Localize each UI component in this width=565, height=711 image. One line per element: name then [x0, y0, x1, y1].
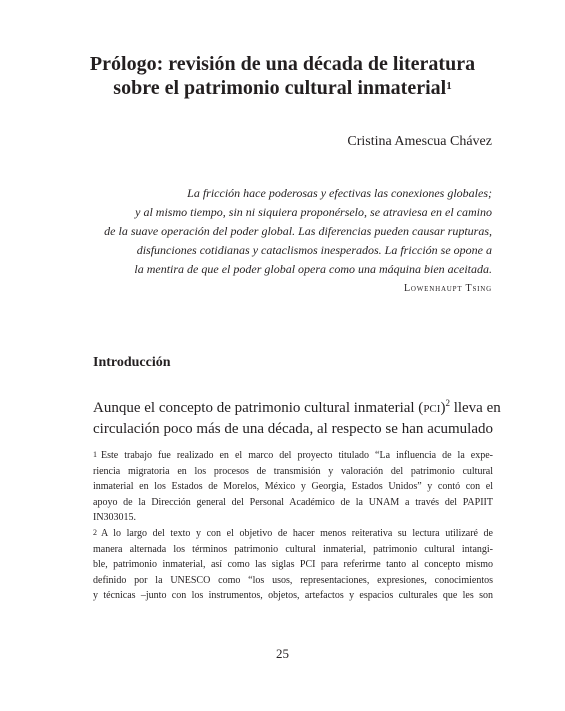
chapter-title	[60, 52, 505, 100]
footnote-line: riencia migratoria en los procesos de transmisión y valoración del patrimonio cultural	[93, 465, 493, 477]
title-line-1: Prólogo: revisión de una década de literatura	[89, 53, 476, 75]
epigraph-line: de la suave operación del poder global. Las diferencias pueden causar rupturas,	[104, 224, 492, 238]
title-footnote-mark[interactable]: 1	[446, 80, 452, 92]
body-paragraph	[93, 393, 501, 440]
body-text-segment: Aunque el concepto de patrimonio cultural inmaterial (	[93, 400, 424, 416]
body-line-2: circulación poco más de una década, al respecto se han acumulado	[93, 421, 493, 437]
title-line-2: sobre el patrimonio cultural inmaterial	[113, 77, 447, 99]
author-name: Cristina Amescua Chávez	[347, 134, 492, 149]
footnote-line: inmaterial en los Estados de Morelos, México y Georgia, Estados Unidos” y contó con el	[93, 481, 493, 492]
footnote-1	[93, 448, 493, 526]
epigraph-attribution: Lowenhaupt Tsing	[404, 283, 492, 294]
footnote-line: definido por la UNESCO como “los usos, representaciones, expresiones, conocimientos	[93, 574, 493, 586]
epigraph-line: disfunciones cotidianas y cataclismos inesperados. La fricción se opone a	[136, 243, 492, 257]
footnote-ref-2[interactable]: 2	[445, 398, 450, 408]
epigraph-line: la mentira de que el poder global opera como una máquina bien aceitada.	[134, 262, 492, 276]
epigraph-line: y al mismo tiempo, sin ni siquiera proponérselo, se atraviesa en el camino	[135, 205, 492, 219]
body-text-segment: )	[440, 400, 446, 416]
footnote-line: apoyo de la Dirección general del Personal Académico de la UNAM a través del PAPIIT	[93, 496, 493, 508]
footnote-mark: 2	[93, 528, 97, 537]
epigraph	[52, 184, 492, 279]
footnote-line: manera alternada los términos patrimonio cultural inmaterial, patrimonio cultural intangi-	[93, 543, 493, 555]
footnote-line: ble, patrimonio inmaterial, así como las siglas PCI para referirme tanto al concepto mismo	[93, 559, 493, 570]
pci-abbreviation: pci	[423, 400, 441, 416]
footnote-mark: 1	[93, 450, 97, 459]
epigraph-line: La fricción hace poderosas y efectivas las conexiones globales;	[187, 186, 492, 200]
footnote-2	[93, 526, 493, 604]
footnote-line: A lo largo del texto y con el objetivo de hacer menos reiterativa su lectura utilizaré de	[101, 528, 493, 539]
footnote-line: IN303015.	[93, 512, 137, 523]
footnote-line: y técnicas –junto con los instrumentos, objetos, artefactos y espacios culturales que les son	[93, 590, 493, 601]
footnote-line: Este trabajo fue realizado en el marco del proyecto titulado “La influencia de la expe-	[101, 450, 493, 461]
section-heading: Introducción	[93, 355, 171, 370]
body-text-segment: lleva en	[449, 400, 501, 416]
page-number: 25	[276, 646, 289, 661]
body-line-1	[93, 393, 501, 419]
